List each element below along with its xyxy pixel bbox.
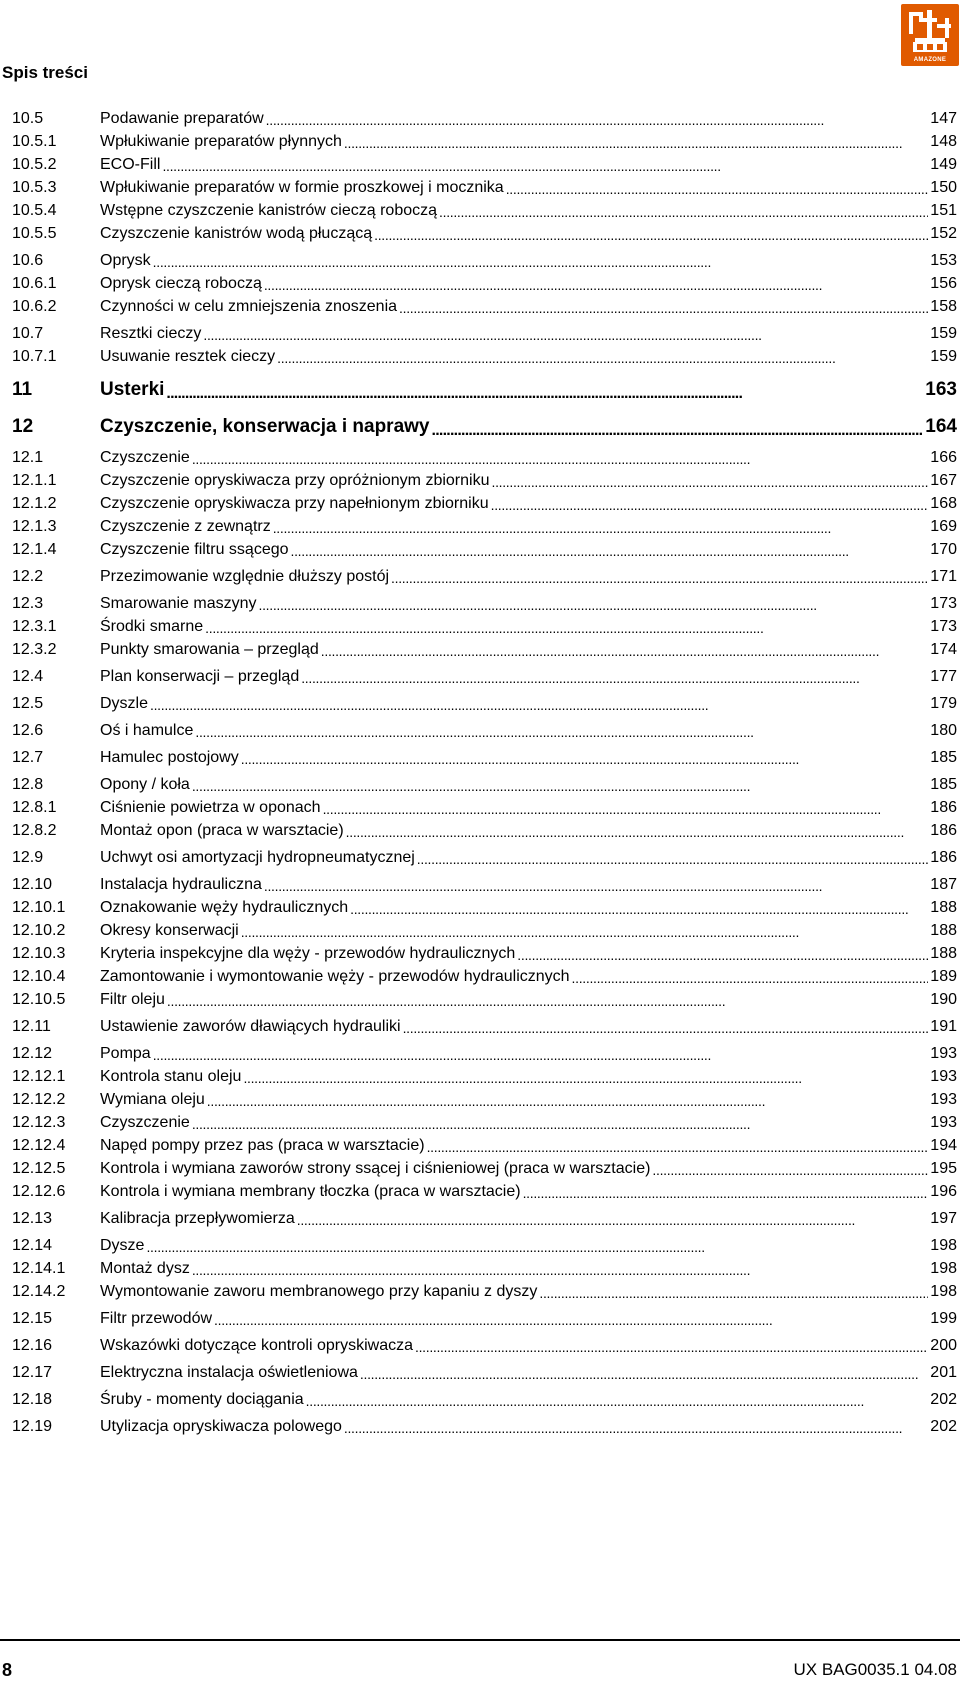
toc-entry-number: 11 bbox=[12, 379, 33, 400]
toc-entry-number: 10.6.2 bbox=[12, 298, 57, 315]
toc-entry-title: Opony / koła bbox=[100, 776, 190, 793]
toc-dot-leader bbox=[415, 1338, 928, 1356]
toc-dot-leader bbox=[192, 450, 928, 468]
toc-entry-page: 167 bbox=[930, 472, 957, 489]
toc-dot-leader bbox=[344, 134, 928, 152]
toc-entry[interactable] bbox=[12, 1015, 957, 1037]
toc-entry-title: Filtr przewodów bbox=[100, 1310, 213, 1327]
toc-entry-number: 12.15 bbox=[12, 1310, 53, 1327]
toc-entry-page: 194 bbox=[930, 1137, 957, 1154]
toc-entry-number: 12.7 bbox=[12, 749, 44, 766]
toc-entry-title: Czyszczenie opryskiwacza przy napełnionym zbiorniku bbox=[100, 495, 489, 512]
toc-entry[interactable] bbox=[12, 1280, 957, 1302]
toc-entry-title: Podawanie preparatów bbox=[100, 110, 264, 127]
toc-entry-number: 12.11 bbox=[12, 1018, 51, 1035]
toc-entry-page: 149 bbox=[930, 156, 957, 173]
toc-dot-leader bbox=[264, 276, 928, 294]
toc-entry[interactable] bbox=[12, 846, 957, 868]
toc-dot-leader bbox=[241, 750, 929, 768]
toc-entry-title: Instalacja hydrauliczna bbox=[100, 876, 262, 893]
toc-entry[interactable] bbox=[12, 592, 957, 614]
toc-entry[interactable] bbox=[12, 773, 957, 795]
toc-entry-page: 166 bbox=[930, 449, 957, 466]
toc-entry-page: 186 bbox=[930, 799, 957, 816]
toc-entry-page: 186 bbox=[930, 849, 957, 866]
toc-entry-page: 196 bbox=[930, 1183, 957, 1200]
toc-entry-number: 12.3.2 bbox=[12, 641, 57, 658]
toc-dot-leader bbox=[192, 1261, 928, 1279]
toc-entry-title: Kalibracja przepływomierza bbox=[100, 1210, 295, 1227]
toc-entry[interactable] bbox=[12, 153, 957, 175]
toc-dot-leader bbox=[162, 157, 928, 175]
toc-entry[interactable] bbox=[12, 322, 957, 344]
toc-entry[interactable] bbox=[12, 1415, 957, 1437]
toc-entry[interactable] bbox=[12, 446, 957, 468]
toc-dot-leader bbox=[291, 542, 929, 560]
toc-dot-leader bbox=[192, 777, 928, 795]
toc-entry-page: 201 bbox=[930, 1364, 957, 1381]
toc-entry-page: 170 bbox=[930, 541, 957, 558]
toc-entry-page: 193 bbox=[930, 1045, 957, 1062]
toc-entry-title: Resztki cieczy bbox=[100, 325, 202, 342]
toc-entry-title: Śruby - momenty dociągania bbox=[100, 1391, 304, 1408]
toc-entry-number: 12.17 bbox=[12, 1364, 53, 1381]
logo-text: AMAZONE bbox=[913, 57, 947, 63]
toc-entry-title: Czyszczenie filtru ssącego bbox=[100, 541, 289, 558]
toc-entry-title: Wymontowanie zaworu membranowego przy kapaniu z dyszy bbox=[100, 1283, 538, 1300]
toc-entry-title: Napęd pompy przez pas (praca w warsztacie) bbox=[100, 1137, 425, 1154]
toc-dot-leader bbox=[306, 1392, 929, 1410]
toc-dot-leader bbox=[391, 569, 928, 587]
toc-entry-title: Czynności w celu zmniejszenia znoszenia bbox=[100, 298, 398, 315]
toc-entry-title: Kontrola i wymiana zaworów strony ssącej i ciśnieniowej (praca w warsztacie) bbox=[100, 1160, 651, 1177]
toc-entry-page: 148 bbox=[930, 133, 957, 150]
toc-entry[interactable] bbox=[12, 130, 957, 152]
toc-entry-number: 12.10.1 bbox=[12, 899, 66, 916]
toc-entry-number: 12.6 bbox=[12, 722, 44, 739]
toc-entry[interactable] bbox=[12, 919, 957, 941]
toc-entry-page: 188 bbox=[930, 945, 957, 962]
toc-entry-title: Kryteria inspekcyjne dla węży - przewodów hydraulicznych bbox=[100, 945, 516, 962]
toc-dot-leader bbox=[167, 992, 928, 1010]
toc-entry[interactable] bbox=[12, 272, 957, 294]
toc-entry-title: Czyszczenie bbox=[100, 1114, 190, 1131]
toc-entry-number: 12.1.3 bbox=[12, 518, 57, 535]
toc-entry-title: Utylizacja opryskiwacza polowego bbox=[100, 1418, 342, 1435]
toc-dot-leader bbox=[153, 1046, 929, 1064]
toc-entry-number: 12.9 bbox=[12, 849, 44, 866]
toc-entry-title: Czyszczenie z zewnątrz bbox=[100, 518, 271, 535]
toc-dot-leader bbox=[266, 111, 929, 129]
toc-entry[interactable] bbox=[12, 107, 957, 129]
toc-entry-title: Czyszczenie bbox=[100, 449, 190, 466]
toc-dot-leader bbox=[273, 519, 929, 537]
toc-entry[interactable] bbox=[12, 199, 957, 221]
toc-dot-leader bbox=[277, 349, 928, 367]
toc-entry-title: Pompa bbox=[100, 1045, 151, 1062]
toc-entry[interactable] bbox=[12, 1234, 957, 1256]
toc-entry-page: 147 bbox=[930, 110, 957, 127]
toc-entry-page: 171 bbox=[930, 568, 957, 585]
toc-entry-page: 198 bbox=[930, 1260, 957, 1277]
toc-entry[interactable] bbox=[12, 565, 957, 587]
toc-dot-leader bbox=[417, 850, 929, 868]
toc-entry-page: 189 bbox=[930, 968, 957, 985]
toc-entry-number: 12.16 bbox=[12, 1337, 53, 1354]
toc-dot-leader bbox=[427, 1138, 929, 1156]
toc-entry-page: 186 bbox=[930, 822, 957, 839]
toc-dot-leader bbox=[346, 823, 929, 841]
toc-entry-number: 12.5 bbox=[12, 695, 44, 712]
toc-entry-number: 12.10.5 bbox=[12, 991, 66, 1008]
toc-entry-number: 12.10.2 bbox=[12, 922, 66, 939]
toc-entry[interactable] bbox=[12, 1042, 957, 1064]
toc-entry-number: 12.10 bbox=[12, 876, 53, 893]
toc-entry-title: Oprysk bbox=[100, 252, 151, 269]
toc-entry[interactable] bbox=[12, 1111, 957, 1133]
toc-entry-title: Kontrola stanu oleju bbox=[100, 1068, 242, 1085]
toc-entry-page: 185 bbox=[930, 776, 957, 793]
toc-entry-title: Kontrola i wymiana membrany tłoczka (praca w warsztacie) bbox=[100, 1183, 521, 1200]
toc-entry[interactable] bbox=[12, 796, 957, 818]
toc-entry-page: 202 bbox=[930, 1391, 957, 1408]
toc-entry-page: 173 bbox=[930, 618, 957, 635]
toc-entry-title: Montaż dysz bbox=[100, 1260, 190, 1277]
toc-entry-number: 10.5 bbox=[12, 110, 44, 127]
toc-dot-leader bbox=[207, 1092, 929, 1110]
toc-entry[interactable] bbox=[12, 1065, 957, 1087]
toc-dot-leader bbox=[572, 969, 929, 987]
toc-dot-leader bbox=[259, 596, 929, 614]
toc-entry-number: 10.7.1 bbox=[12, 348, 57, 365]
toc-entry-title: Czyszczenie opryskiwacza przy opróżnionym zbiorniku bbox=[100, 472, 490, 489]
toc-entry-page: 179 bbox=[930, 695, 957, 712]
toc-entry[interactable] bbox=[12, 873, 957, 895]
toc-entry-page: 193 bbox=[930, 1068, 957, 1085]
toc-entry-title: Czyszczenie, konserwacja i naprawy bbox=[100, 416, 430, 437]
toc-entry-title: Elektryczna instalacja oświetleniowa bbox=[100, 1364, 358, 1381]
toc-entry[interactable] bbox=[12, 615, 957, 637]
toc-dot-leader bbox=[360, 1365, 928, 1383]
toc-entry-page: 193 bbox=[930, 1091, 957, 1108]
toc-entry-page: 198 bbox=[930, 1237, 957, 1254]
toc-entry-page: 174 bbox=[930, 641, 957, 658]
toc-entry[interactable] bbox=[12, 515, 957, 537]
toc-entry-number: 12.19 bbox=[12, 1418, 53, 1435]
toc-entry[interactable] bbox=[12, 988, 957, 1010]
toc-dot-leader bbox=[195, 723, 928, 741]
footer-page-number: 8 bbox=[2, 1660, 13, 1680]
toc-dot-leader bbox=[150, 696, 928, 714]
toc-entry[interactable] bbox=[12, 413, 957, 439]
toc-dot-leader bbox=[323, 800, 929, 818]
toc-entry-title: Montaż opon (praca w warsztacie) bbox=[100, 822, 344, 839]
toc-entry-title: Dyszle bbox=[100, 695, 149, 712]
toc-entry-title: Przezimowanie względnie dłuższy postój bbox=[100, 568, 390, 585]
toc-entry-number: 12.4 bbox=[12, 668, 44, 685]
toc-entry[interactable] bbox=[12, 469, 957, 491]
toc-dot-leader bbox=[439, 203, 928, 221]
toc-entry-title: Plan konserwacji – przegląd bbox=[100, 668, 300, 685]
toc-entry-page: 159 bbox=[930, 348, 957, 365]
toc-entry[interactable] bbox=[12, 345, 957, 367]
brand-logo bbox=[901, 4, 959, 66]
toc-entry-page: 185 bbox=[930, 749, 957, 766]
toc-entry-page: 195 bbox=[930, 1160, 957, 1177]
toc-entry-title: Wskazówki dotyczące kontroli opryskiwacza bbox=[100, 1337, 413, 1354]
toc-entry[interactable] bbox=[12, 692, 957, 714]
toc-entry-number: 12.14.2 bbox=[12, 1283, 66, 1300]
toc-entry-page: 187 bbox=[930, 876, 957, 893]
toc-entry-page: 202 bbox=[930, 1418, 957, 1435]
toc-entry-title: Smarowanie maszyny bbox=[100, 595, 257, 612]
toc-entry-title: Wstępne czyszczenie kanistrów cieczą roboczą bbox=[100, 202, 438, 219]
toc-dot-leader bbox=[350, 900, 928, 918]
toc-entry-title: Wpłukiwanie preparatów w formie proszkowej i mocznika bbox=[100, 179, 504, 196]
toc-entry-title: Hamulec postojowy bbox=[100, 749, 239, 766]
toc-entry[interactable] bbox=[12, 492, 957, 514]
toc-dot-leader bbox=[374, 226, 928, 244]
footer-document-id: UX BAG0035.1 04.08 bbox=[793, 1660, 957, 1679]
toc-entry-page: 158 bbox=[930, 298, 957, 315]
toc-entry-number: 12 bbox=[12, 416, 34, 437]
toc-entry-page: 191 bbox=[930, 1018, 957, 1035]
toc-entry-page: 156 bbox=[930, 275, 957, 292]
toc-entry-page: 159 bbox=[930, 325, 957, 342]
toc-dot-leader bbox=[321, 642, 929, 660]
toc-entry[interactable] bbox=[12, 538, 957, 560]
toc-dot-leader bbox=[203, 326, 928, 344]
toc-entry[interactable] bbox=[12, 1207, 957, 1229]
toc-entry-page: 164 bbox=[925, 416, 957, 437]
toc-dot-leader bbox=[399, 299, 928, 317]
toc-entry-page: 188 bbox=[930, 899, 957, 916]
toc-dot-leader bbox=[506, 180, 929, 198]
toc-entry-page: 193 bbox=[930, 1114, 957, 1131]
toc-dot-leader bbox=[539, 1284, 928, 1302]
toc-dot-leader bbox=[403, 1019, 929, 1037]
toc-entry-page: 152 bbox=[930, 225, 957, 242]
toc-dot-leader bbox=[517, 946, 928, 964]
toc-entry-number: 12.1.2 bbox=[12, 495, 57, 512]
toc-entry[interactable] bbox=[12, 1257, 957, 1279]
toc-entry-page: 173 bbox=[930, 595, 957, 612]
toc-entry-number: 12.10.3 bbox=[12, 945, 66, 962]
toc-entry[interactable] bbox=[12, 376, 957, 402]
toc-entry-number: 12.8.2 bbox=[12, 822, 57, 839]
toc-entry-title: ECO-Fill bbox=[100, 156, 161, 173]
toc-entry-number: 10.5.3 bbox=[12, 179, 57, 196]
toc-dot-leader bbox=[214, 1311, 928, 1329]
toc-entry[interactable] bbox=[12, 965, 957, 987]
toc-entry-number: 12.12.2 bbox=[12, 1091, 66, 1108]
toc-dot-leader bbox=[297, 1211, 929, 1229]
toc-entry-page: 169 bbox=[930, 518, 957, 535]
toc-entry-number: 10.5.4 bbox=[12, 202, 57, 219]
footer-divider bbox=[0, 1639, 960, 1641]
toc-dot-leader bbox=[301, 669, 928, 687]
toc-entry-title: Środki smarne bbox=[100, 618, 204, 635]
toc-entry-page: 190 bbox=[930, 991, 957, 1008]
toc-entry-title: Uchwyt osi amortyzacji hydropneumatycznej bbox=[100, 849, 415, 866]
toc-entry-number: 12.12.5 bbox=[12, 1160, 66, 1177]
toc-entry[interactable] bbox=[12, 819, 957, 841]
toc-dot-leader bbox=[432, 421, 924, 439]
toc-entry-title: Ciśnienie powietrza w oponach bbox=[100, 799, 321, 816]
toc-entry[interactable] bbox=[12, 719, 957, 741]
toc-entry-number: 12.2 bbox=[12, 568, 44, 585]
toc-entry-number: 12.1 bbox=[12, 449, 44, 466]
toc-entry-title: Filtr oleju bbox=[100, 991, 165, 1008]
toc-entry-title: Punkty smarowania – przegląd bbox=[100, 641, 319, 658]
toc-dot-leader bbox=[523, 1184, 929, 1202]
toc-entry[interactable] bbox=[12, 1334, 957, 1356]
toc-dot-leader bbox=[153, 253, 929, 271]
toc-entry-number: 10.6 bbox=[12, 252, 44, 269]
toc-entry[interactable] bbox=[12, 942, 957, 964]
toc-entry[interactable] bbox=[12, 1307, 957, 1329]
toc-entry-number: 10.5.5 bbox=[12, 225, 57, 242]
toc-entry-number: 12.12.1 bbox=[12, 1068, 66, 1085]
toc-entry-page: 197 bbox=[930, 1210, 957, 1227]
toc-entry[interactable] bbox=[12, 1088, 957, 1110]
toc-entry-number: 12.12.3 bbox=[12, 1114, 66, 1131]
toc-entry-number: 12.10.4 bbox=[12, 968, 66, 985]
toc-entry[interactable] bbox=[12, 746, 957, 768]
toc-entry-number: 12.12.6 bbox=[12, 1183, 66, 1200]
toc-entry-title: Okresy konserwacji bbox=[100, 922, 239, 939]
toc-dot-leader bbox=[344, 1419, 928, 1437]
toc-entry-number: 10.5.1 bbox=[12, 133, 57, 150]
toc-entry-title: Oprysk cieczą roboczą bbox=[100, 275, 262, 292]
toc-entry[interactable] bbox=[12, 295, 957, 317]
toc-entry-number: 12.8 bbox=[12, 776, 44, 793]
toc-entry[interactable] bbox=[12, 1361, 957, 1383]
toc-entry-number: 12.8.1 bbox=[12, 799, 57, 816]
toc-dot-leader bbox=[491, 496, 929, 514]
toc-entry[interactable] bbox=[12, 222, 957, 244]
toc-entry-page: 150 bbox=[930, 179, 957, 196]
toc-dot-leader bbox=[192, 1115, 928, 1133]
toc-entry-number: 12.14 bbox=[12, 1237, 53, 1254]
toc-entry-number: 12.12 bbox=[12, 1045, 53, 1062]
toc-entry-page: 153 bbox=[930, 252, 957, 269]
toc-entry-page: 168 bbox=[930, 495, 957, 512]
toc-entry-title: Czyszczenie kanistrów wodą płuczącą bbox=[100, 225, 373, 242]
toc-entry-title: Ustawienie zaworów dławiących hydrauliki bbox=[100, 1018, 401, 1035]
toc-dot-leader bbox=[205, 619, 928, 637]
toc-entry[interactable] bbox=[12, 1134, 957, 1156]
toc-entry-number: 12.3.1 bbox=[12, 618, 57, 635]
toc-dot-leader bbox=[241, 923, 929, 941]
toc-entry-title: Wpłukiwanie preparatów płynnych bbox=[100, 133, 342, 150]
toc-entry-page: 180 bbox=[930, 722, 957, 739]
toc-entry[interactable] bbox=[12, 249, 957, 271]
toc-entry[interactable] bbox=[12, 1388, 957, 1410]
toc-entry-number: 10.5.2 bbox=[12, 156, 57, 173]
toc-entry-title: Oznakowanie węży hydraulicznych bbox=[100, 899, 349, 916]
toc-entry-page: 163 bbox=[925, 379, 957, 400]
toc-entry-title: Usuwanie resztek cieczy bbox=[100, 348, 276, 365]
toc-entry-number: 12.1.1 bbox=[12, 472, 57, 489]
toc-entry-title: Dysze bbox=[100, 1237, 145, 1254]
toc-entry[interactable] bbox=[12, 665, 957, 687]
toc-entry-title: Wymiana oleju bbox=[100, 1091, 205, 1108]
toc-entry-page: 188 bbox=[930, 922, 957, 939]
toc-entry-page: 177 bbox=[930, 668, 957, 685]
toc-entry-page: 151 bbox=[930, 202, 957, 219]
toc-entry[interactable] bbox=[12, 638, 957, 660]
toc-entry-number: 12.3 bbox=[12, 595, 44, 612]
toc-dot-leader bbox=[166, 384, 923, 402]
toc-entry-number: 12.1.4 bbox=[12, 541, 57, 558]
toc-entry-page: 200 bbox=[930, 1337, 957, 1354]
toc-entry-title: Zamontowanie i wymontowanie węży - przewodów hydraulicznych bbox=[100, 968, 570, 985]
toc-entry-title: Usterki bbox=[100, 379, 165, 400]
toc-entry-number: 10.6.1 bbox=[12, 275, 57, 292]
toc-entry[interactable] bbox=[12, 1180, 957, 1202]
toc-entry-number: 12.18 bbox=[12, 1391, 53, 1408]
page-title: Spis treści bbox=[2, 63, 88, 82]
toc-entry-number: 10.7 bbox=[12, 325, 44, 342]
toc-dot-leader bbox=[264, 877, 928, 895]
toc-entry-page: 199 bbox=[930, 1310, 957, 1327]
toc-entry[interactable] bbox=[12, 176, 957, 198]
toc-entry-title: Oś i hamulce bbox=[100, 722, 194, 739]
toc-dot-leader bbox=[146, 1238, 928, 1256]
toc-dot-leader bbox=[652, 1161, 928, 1179]
toc-entry-number: 12.13 bbox=[12, 1210, 53, 1227]
toc-entry-page: 198 bbox=[930, 1283, 957, 1300]
toc-dot-leader bbox=[491, 473, 928, 491]
toc-entry[interactable] bbox=[12, 1157, 957, 1179]
toc-entry[interactable] bbox=[12, 896, 957, 918]
toc-entry-number: 12.12.4 bbox=[12, 1137, 66, 1154]
toc-entry-number: 12.14.1 bbox=[12, 1260, 66, 1277]
toc-dot-leader bbox=[243, 1069, 928, 1087]
